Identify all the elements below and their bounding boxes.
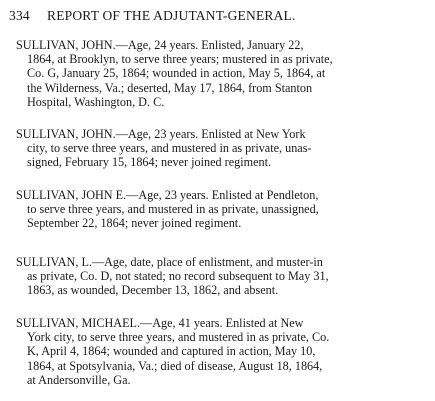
roster-entry xyxy=(16,38,430,109)
roster-entry xyxy=(16,188,430,231)
entry-line: SULLIVAN, L.—Age, date, place of enlistment, and muster-in xyxy=(16,255,323,269)
page-number: 334 xyxy=(9,8,30,23)
entry-line: Hospital, Washington, D. C. xyxy=(27,94,165,109)
entry-line: SULLIVAN, JOHN.—Age, 23 years. Enlisted at New York xyxy=(16,127,306,141)
entry-line: city, to serve three years, and mustered in as private, unas- xyxy=(27,141,312,156)
entry-line: the Wilderness, Va.; deserted, May 17, 1864, from Stanton xyxy=(27,80,313,95)
entry-line: SULLIVAN, JOHN.—Age, 24 years. Enlisted, January 22, xyxy=(16,38,304,52)
page-header xyxy=(9,8,429,26)
entry-line: September 22, 1864; never joined regiment. xyxy=(27,216,242,231)
entry-line: as private, Co. D, not stated; no record subsequent to May 31, xyxy=(27,269,329,284)
roster-entry xyxy=(16,255,430,298)
entry-line: 1864, at Brooklyn, to serve three years; mustered in as private, xyxy=(27,52,333,67)
entry-line: to serve three years, and mustered in as private, unassigned, xyxy=(27,202,319,217)
roster-entry xyxy=(16,127,430,170)
entry-line: signed, February 15, 1864; never joined regiment. xyxy=(27,155,272,170)
running-title: REPORT OF THE ADJUTANT-GENERAL. xyxy=(47,8,296,23)
entry-line: 1864, at Spotsylvania, Va.; died of disease, August 18, 1864, xyxy=(27,358,323,373)
entry-line: 1863, as wounded, December 13, 1862, and absent. xyxy=(27,283,279,298)
entry-line: Co. G, January 25, 1864; wounded in action, May 5, 1864, at xyxy=(27,66,326,81)
entry-line: K, April 4, 1864; wounded and captured in action, May 10, xyxy=(27,344,316,359)
entry-line: SULLIVAN, JOHN E.—Age, 23 years. Enlisted at Pendleton, xyxy=(16,188,319,202)
entry-line: at Andersonville, Ga. xyxy=(27,372,131,387)
entry-line: York city, to serve three years, and mustered in as private, Co. xyxy=(27,330,330,345)
roster-entry xyxy=(16,316,430,387)
entry-line: SULLIVAN, MICHAEL.—Age, 41 years. Enlisted at New xyxy=(16,316,304,330)
